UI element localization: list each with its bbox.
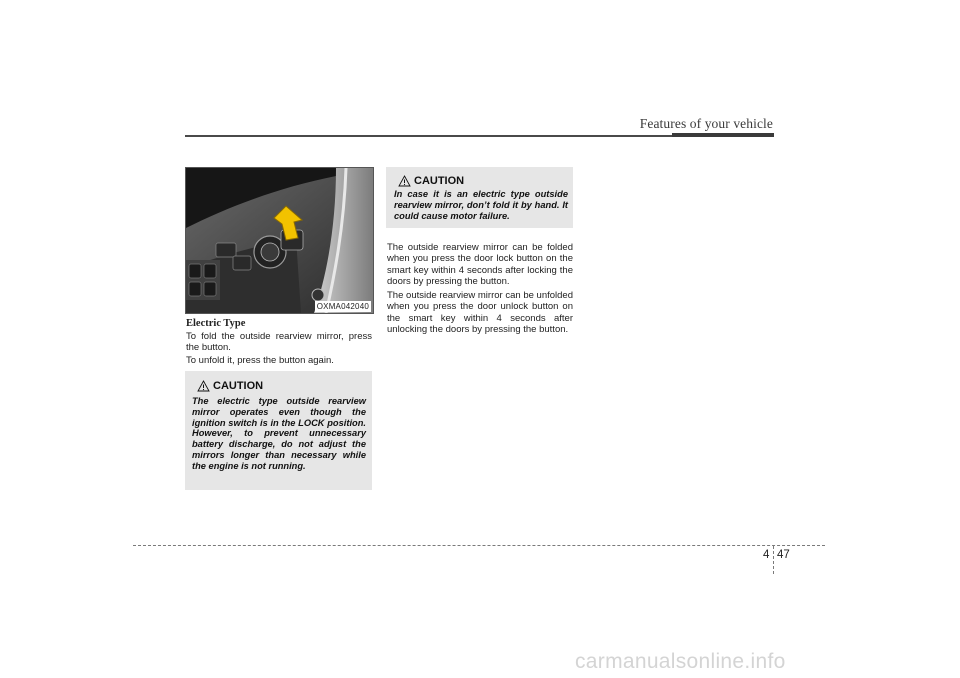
photo-code: OXMA042040 [316, 302, 369, 311]
footer-divider [773, 546, 774, 574]
caution-box [386, 167, 573, 228]
caution-box [185, 371, 372, 490]
paragraph: The outside rearview mirror can be unfolded when you press the door unlock button on the smart key within 4 seconds after unlocking the doors by pressing the button. [387, 290, 573, 335]
header-title: Features of your vehicle [639, 116, 773, 131]
watermark: carmanualsonline.info [575, 650, 786, 673]
chapter-number: 4 [763, 549, 770, 561]
section-heading: Electric Type [186, 318, 246, 329]
header-rule-accent [672, 133, 774, 137]
caution-text: The electric type outside rearview mirror operates even though the ignition switch is in the LOCK position. However, to prevent unnecessary battery discharge, do not adjust the mirrors longer than necessary while the engine is not running. [192, 396, 366, 471]
paragraph: To fold the outside rearview mirror, press the button. [186, 331, 372, 354]
page-number: 47 [777, 549, 790, 561]
caution-title: CAUTION [213, 380, 264, 392]
warning-icon [197, 380, 210, 392]
paragraph: The outside rearview mirror can be folded when you press the door lock button on the smart key within 4 seconds after locking the doors by pressing the button. [387, 242, 573, 287]
footer-rule [133, 545, 825, 546]
mirror-switch-illustration [186, 168, 373, 313]
warning-icon [398, 175, 411, 187]
paragraph: To unfold it, press the button again. [186, 355, 334, 366]
mirror-switch-photo [185, 167, 374, 314]
caution-title: CAUTION [414, 175, 465, 187]
caution-text: In case it is an electric type outside rearview mirror, don’t fold it by hand. It could cause motor failure. [394, 189, 568, 221]
